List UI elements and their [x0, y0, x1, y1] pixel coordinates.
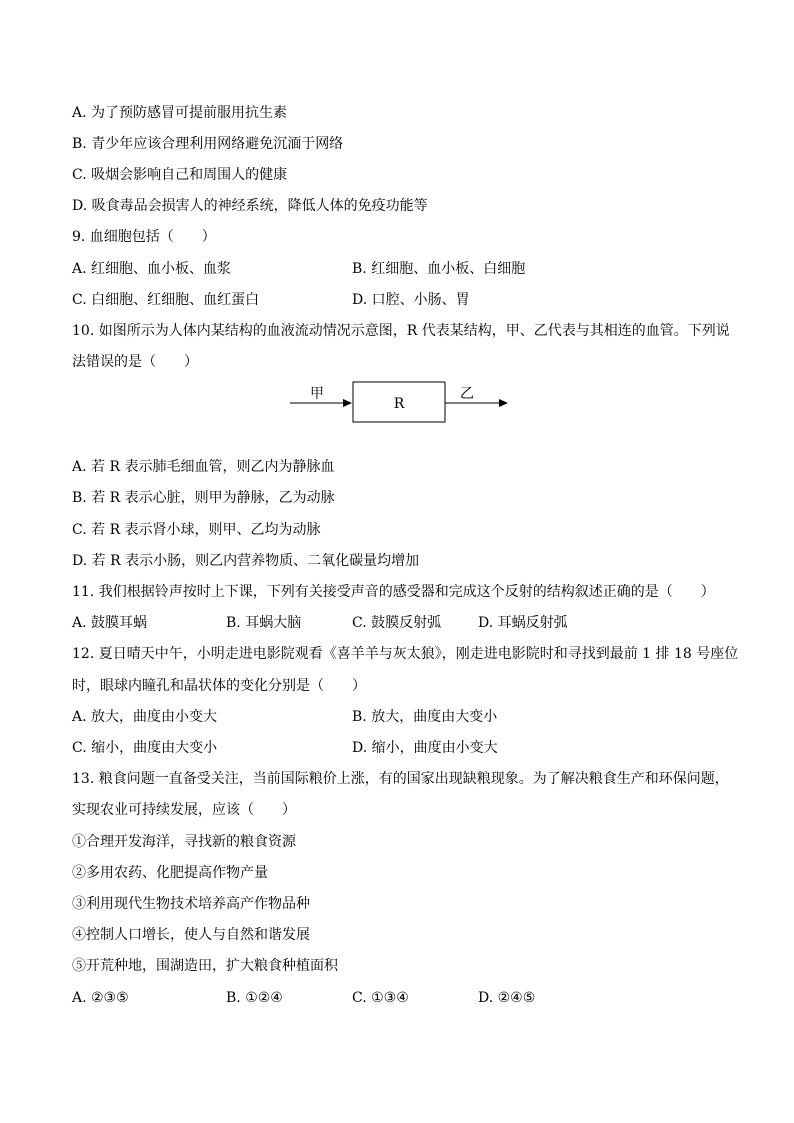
q12-option-a: A. 放大，曲度由小变大 [72, 709, 218, 725]
q10-stem-line-2: 法错误的是（ ） [72, 354, 198, 370]
q12-option-d: D. 缩小，曲度由小变大 [352, 740, 498, 756]
q11-option-c: C. 鼓膜反射弧 [352, 615, 442, 631]
q9-stem: 9. 血细胞包括（ ） [72, 229, 216, 245]
q13-item-3: ③利用现代生物技术培养高产作物品种 [72, 896, 310, 912]
q13-options-row [72, 989, 536, 1007]
q8-option-d: D. 吸食毒品会损害人的神经系统，降低人体的免疫功能等 [72, 198, 428, 214]
q8-option-b: B. 青少年应该合理利用网络避免沉湎于网络 [72, 136, 344, 152]
q11-stem: 11. 我们根据铃声按时上下课，下列有关接受声音的感受器和完成这个反射的结构叙述正确的是（ ） [72, 584, 715, 600]
q12-option-c: C. 缩小，曲度由大变小 [72, 740, 218, 756]
q11-option-a: A. 鼓膜耳蜗 [72, 615, 148, 631]
q13-option-c: C. ①③④ [352, 990, 409, 1006]
q9-option-b: B. 红细胞、血小板、白细胞 [352, 261, 526, 277]
q13-item-5: ⑤开荒种地，围湖造田，扩大粮食种植面积 [72, 958, 338, 974]
q12-option-b: B. 放大，曲度由大变小 [352, 709, 498, 725]
q9-options-row-1 [72, 260, 526, 278]
q9-option-c: C. 白细胞、红细胞、血红蛋白 [72, 292, 260, 308]
vessel-label-jia: 甲 [310, 386, 324, 402]
q13-option-b: B. ①②④ [226, 990, 283, 1006]
blood-flow-diagram [286, 378, 516, 428]
q10-option-c: C. 若 R 表示肾小球，则甲、乙均为动脉 [72, 522, 321, 538]
structure-r-label: R [393, 396, 405, 412]
q12-options-row-1 [72, 708, 498, 726]
q13-item-2: ②多用农药、化肥提高作物产量 [72, 865, 268, 881]
q10-stem-line-1: 10. 如图所示为人体内某结构的血液流动情况示意图，R 代表某结构，甲、乙代表与其相连的血管。下列说 [72, 323, 730, 339]
q11-option-b: B. 耳蜗大脑 [226, 615, 302, 631]
q10-option-b: B. 若 R 表示心脏，则甲为静脉，乙为动脉 [72, 490, 335, 506]
q9-option-a: A. 红细胞、血小板、血浆 [72, 261, 232, 277]
q10-option-a: A. 若 R 表示肺毛细血管，则乙内为静脉血 [72, 459, 335, 475]
q9-option-d: D. 口腔、小肠、胃 [352, 292, 470, 308]
q13-item-1: ①合理开发海洋，寻找新的粮食资源 [72, 834, 296, 850]
q13-option-a: A. ②③⑤ [72, 990, 129, 1006]
q12-options-row-2 [72, 739, 498, 757]
q13-item-4: ④控制人口增长，使人与自然和谐发展 [72, 927, 310, 943]
q12-stem-line-1: 12. 夏日晴天中午，小明走进电影院观看《喜羊羊与灰太狼》，刚走进电影院时和寻找到最前 1 排 18 号座位 [72, 646, 739, 662]
q10-option-d: D. 若 R 表示小肠，则乙内营养物质、二氧化碳量均增加 [72, 553, 420, 569]
q13-stem-line-2: 实现农业可持续发展，应该（ ） [72, 802, 296, 818]
vessel-label-yi: 乙 [460, 386, 474, 402]
q11-options-row [72, 614, 568, 632]
q8-option-c: C. 吸烟会影响自己和周围人的健康 [72, 167, 288, 183]
inflow-arrowhead [343, 399, 352, 407]
q13-option-d: D. ②④⑤ [478, 990, 536, 1006]
outflow-arrowhead [499, 399, 508, 407]
q8-option-a: A. 为了预防感冒可提前服用抗生素 [72, 105, 288, 121]
q9-options-row-2 [72, 291, 470, 309]
q12-stem-line-2: 时，眼球内瞳孔和晶状体的变化分别是（ ） [72, 678, 366, 694]
q11-option-d: D. 耳蜗反射弧 [478, 615, 568, 631]
q13-stem-line-1: 13. 粮食问题一直备受关注，当前国际粮价上涨，有的国家出现缺粮现象。为了解决粮食生产和环保问题， [72, 771, 729, 787]
